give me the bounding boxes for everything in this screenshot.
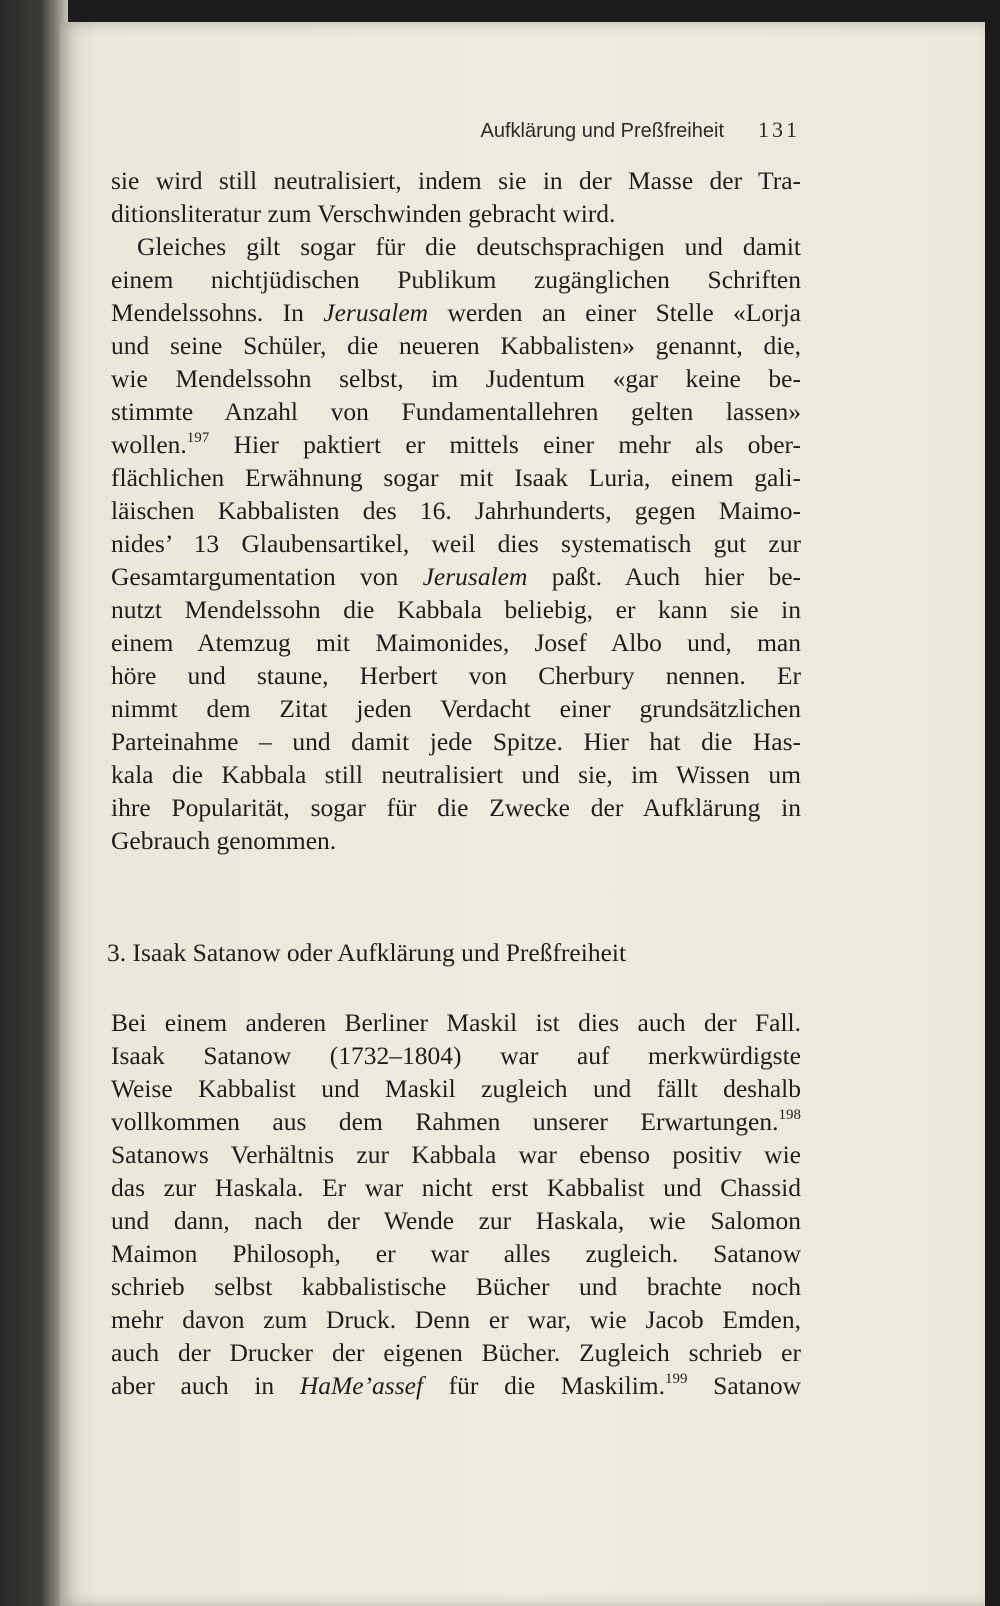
- text-segment: für die Maskilim.: [423, 1371, 666, 1400]
- text-line: wie Mendelssohn selbst, im Judentum «gar keine be-: [111, 364, 801, 393]
- text-line: schrieb selbst kabbalistische Bücher und brachte noch: [111, 1272, 801, 1301]
- text-line: Gebrauch genommen.: [111, 826, 337, 855]
- text-line: einem Atemzug mit Maimonides, Josef Albo und, man: [111, 628, 801, 657]
- text-line: das zur Haskala. Er war nicht erst Kabbalist und Chassid: [111, 1173, 801, 1202]
- text-line: stimmte Anzahl von Fundamentallehren gelten lassen»: [111, 397, 801, 426]
- book-spine-shadow: [0, 0, 68, 1606]
- text-line: mehr davon zum Druck. Denn er war, wie Jacob Emden,: [111, 1305, 801, 1334]
- section-heading: 3. Isaak Satanow oder Aufklärung und Preßfreiheit: [107, 938, 627, 967]
- text-segment: Gesamtargumentation von: [111, 562, 423, 591]
- text-line: sie wird still neutralisiert, indem sie in der Masse der Tra-: [111, 166, 801, 195]
- running-head-title: Aufklärung und Preßfreiheit: [480, 120, 724, 142]
- text-line: Isaak Satanow (1732–1804) war auf merkwürdigste: [111, 1041, 801, 1070]
- text-line: läischen Kabbalisten des 16. Jahrhunderts, gegen Maimo-: [111, 496, 801, 525]
- italic-title: Jerusalem: [422, 562, 528, 591]
- text-line: ihre Popularität, sogar für die Zwecke der Aufklärung in: [111, 793, 801, 822]
- text-line: nutzt Mendelssohn die Kabbala beliebig, er kann sie in: [111, 595, 801, 624]
- text-segment: paßt. Auch hier be-: [527, 562, 802, 591]
- text-line: flächlichen Erwähnung sogar mit Isaak Luria, einem gali-: [111, 463, 801, 492]
- text-line: und dann, nach der Wende zur Haskala, wie Salomon: [111, 1206, 801, 1235]
- text-line: höre und staune, Herbert von Cherbury nennen. Er: [111, 661, 801, 690]
- text-line: Bei einem anderen Berliner Maskil ist dies auch der Fall.: [111, 1008, 801, 1037]
- text-line: Satanows Verhältnis zur Kabbala war ebenso positiv wie: [111, 1140, 801, 1169]
- text-line: [111, 560, 801, 593]
- italic-title: Jerusalem: [323, 298, 429, 327]
- text-line: nimmt dem Zitat jeden Verdacht einer grundsätzlichen: [111, 694, 801, 723]
- text-segment: wollen.: [111, 430, 187, 459]
- text-segment: Hier paktiert er mittels einer mehr als ober-: [209, 430, 801, 459]
- footnote-ref: 197: [186, 430, 210, 446]
- scan-background-edge: [985, 0, 1000, 1606]
- text-line: auch der Drucker der eigenen Bücher. Zugleich schrieb er: [111, 1338, 801, 1367]
- text-line: einem nichtjüdischen Publikum zugänglichen Schriften: [111, 265, 801, 294]
- text-line: Weise Kabbalist und Maskil zugleich und fällt deshalb: [111, 1074, 801, 1103]
- text-line: Gleiches gilt sogar für die deutschsprachigen und damit: [137, 232, 801, 261]
- text-line: [111, 428, 801, 461]
- text-segment: Mendelssohns. In: [111, 298, 324, 327]
- text-line: [111, 1369, 801, 1402]
- text-line: [111, 1105, 801, 1138]
- text-line: kala die Kabbala still neutralisiert und sie, im Wissen um: [111, 760, 801, 789]
- text-line: [111, 296, 801, 329]
- text-segment: vollkommen aus dem Rahmen unserer Erwartungen.: [111, 1107, 779, 1136]
- italic-title: HaMe’assef: [299, 1371, 424, 1400]
- text-segment: aber auch in: [111, 1371, 300, 1400]
- text-segment: Satanow: [687, 1371, 801, 1400]
- text-line: ditionsliteratur zum Verschwinden gebracht wird.: [111, 199, 616, 228]
- text-line: Parteinahme – und damit jede Spitze. Hier hat die Has-: [111, 727, 801, 756]
- text-line: Maimon Philosoph, er war alles zugleich. Satanow: [111, 1239, 801, 1268]
- page-number: 131: [758, 117, 800, 142]
- text-line: nides’ 13 Glaubensartikel, weil dies systematisch gut zur: [111, 529, 801, 558]
- running-head: [420, 117, 800, 147]
- text-line: und seine Schüler, die neueren Kabbalisten» genannt, die,: [111, 331, 801, 360]
- footnote-ref: 198: [778, 1107, 801, 1123]
- text-segment: werden an einer Stelle «Lorja: [428, 298, 801, 327]
- footnote-ref: 199: [665, 1371, 688, 1387]
